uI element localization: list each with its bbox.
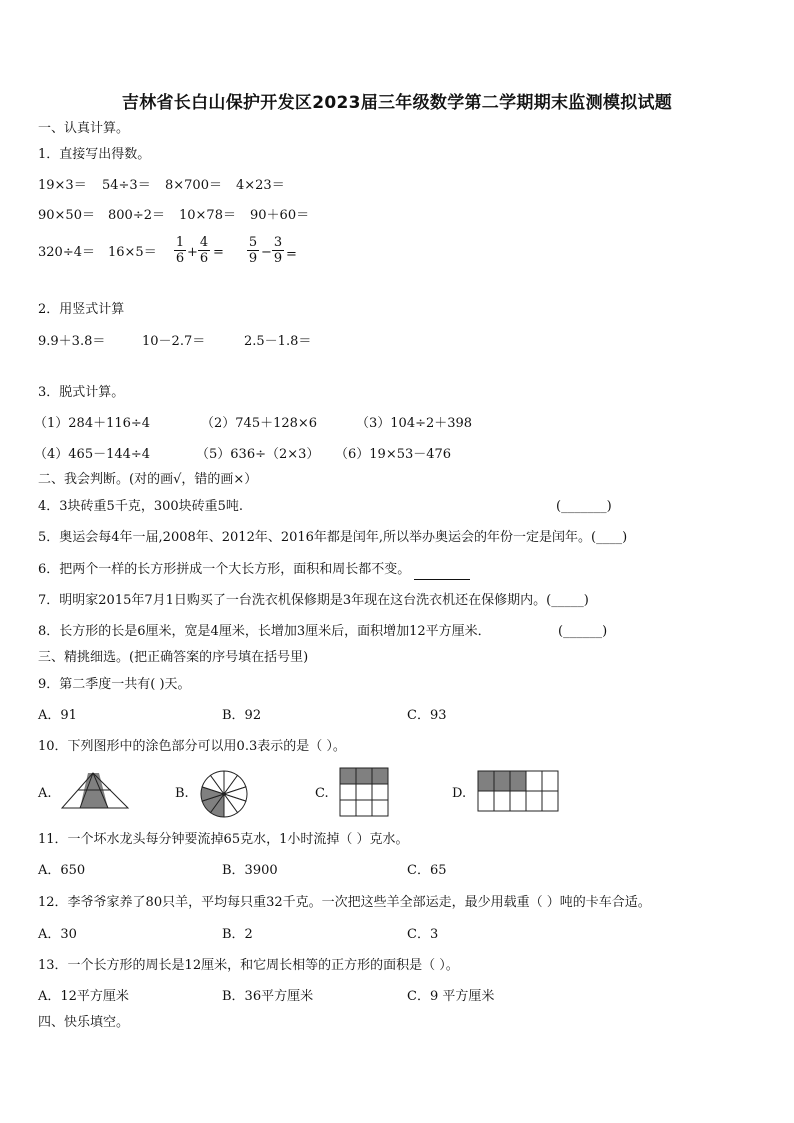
fraction-operator: + — [187, 245, 198, 260]
vertical-calc-item: 2.5－1.8＝ — [244, 334, 312, 349]
calc-item: 19×3＝ — [38, 178, 87, 193]
calc-item: 8×700＝ — [165, 178, 222, 193]
grid-figure-c — [339, 767, 391, 819]
option-b-label: B. — [175, 786, 189, 801]
calc-item: 800÷2＝ — [108, 208, 165, 223]
step-calc-item: （6）19×53－476 — [335, 447, 452, 462]
step-calc-item: （1）284＋116÷4 — [34, 416, 151, 431]
option-c: C．65 — [407, 863, 447, 878]
question-2: 2．用竖式计算 — [38, 302, 125, 317]
calc-item: 320÷4＝ — [38, 245, 95, 260]
calc-item: 90×50＝ — [38, 208, 95, 223]
calc-item: 54÷3＝ — [102, 178, 151, 193]
option-b: B．92 — [222, 708, 262, 723]
step-calc-item: （4）465－144÷4 — [34, 447, 151, 462]
calc-item: 16×5＝ — [108, 245, 157, 260]
question-7: 7．明明家2015年7月1日购买了一台洗衣机保修期是3年现在这台洗衣机还在保修期内。(_____) — [38, 593, 589, 608]
grid-figure-d — [477, 770, 561, 814]
option-c: C．93 — [407, 708, 447, 723]
fraction: 5 9 — [248, 235, 258, 266]
question-8: 8．长方形的长是6厘米，宽是4厘米，长增加3厘米后，面积增加12平方厘米． — [38, 624, 491, 639]
step-calc-item: （3）104÷2＋398 — [356, 416, 473, 431]
question-6-text: 6．把两个一样的长方形拼成一个大长方形，面积和周长都不变。 — [38, 562, 411, 577]
answer-blank[interactable]: (______) — [558, 624, 608, 639]
question-5: 5．奥运会每4年一届,2008年、2012年、2016年都是闰年,所以举办奥运会的年份一定是闰年。(____) — [38, 530, 628, 545]
option-a: A．650 — [38, 863, 86, 878]
option-d-label: D. — [452, 786, 467, 801]
calc-item: 4×23＝ — [236, 178, 285, 193]
question-12: 12．李爷爷家养了80只羊，平均每只重32千克。一次把这些羊全部运走，最少用载重（ ）吨的卡车合适。 — [38, 895, 651, 910]
option-a: A．91 — [38, 708, 77, 723]
option-c-label: C. — [315, 786, 329, 801]
option-b: B．36平方厘米 — [222, 989, 314, 1004]
option-a: A．30 — [38, 927, 77, 942]
answer-blank[interactable]: (_______) — [556, 499, 612, 514]
section-2-heading: 二、我会判断。(对的画√，错的画×） — [38, 472, 258, 487]
option-c: C．3 — [407, 927, 439, 942]
question-9: 9．第二季度一共有( )天。 — [38, 677, 191, 692]
calc-item: 90＋60＝ — [250, 208, 310, 223]
fraction-equals: = — [286, 247, 297, 262]
section-4-heading: 四、快乐填空。 — [38, 1015, 130, 1030]
circle-figure — [199, 769, 249, 819]
question-6 — [38, 561, 470, 580]
section-3-heading: 三、精挑细选。(把正确答案的序号填在括号里) — [38, 650, 309, 665]
question-10: 10．下列图形中的涂色部分可以用0.3表示的是（ ）。 — [38, 739, 346, 754]
option-b: B．3900 — [222, 863, 278, 878]
option-a-label: A. — [38, 786, 52, 801]
option-a: A．12平方厘米 — [38, 989, 129, 1004]
option-c: C．9 平方厘米 — [407, 989, 495, 1004]
vertical-calc-item: 9.9＋3.8＝ — [38, 334, 106, 349]
step-calc-item: （5）636÷（2×3） — [196, 447, 320, 462]
step-calc-item: （2）745＋128×6 — [201, 416, 318, 431]
question-11: 11．一个坏水龙头每分钟要流掉65克水，1小时流掉（ ）克水。 — [38, 832, 409, 847]
question-3: 3．脱式计算。 — [38, 385, 125, 400]
question-1: 1．直接写出得数。 — [38, 147, 151, 162]
fraction: 3 9 — [273, 235, 283, 266]
page-title: 吉林省长白山保护开发区2023届三年级数学第二学期期末监测模拟试题 — [121, 93, 673, 113]
section-1-heading: 一、认真计算。 — [38, 121, 130, 136]
fraction: 1 6 — [175, 235, 185, 266]
answer-blank[interactable] — [414, 561, 470, 580]
calc-item: 10×78＝ — [179, 208, 236, 223]
fraction-equals: = — [213, 245, 224, 260]
question-13: 13．一个长方形的周长是12厘米，和它周长相等的正方形的面积是（ ）。 — [38, 958, 459, 973]
fraction-operator: − — [261, 245, 272, 260]
question-4: 4．3块砖重5千克，300块砖重5吨. — [38, 499, 244, 514]
vertical-calc-item: 10－2.7＝ — [142, 334, 206, 349]
option-b: B．2 — [222, 927, 253, 942]
fraction: 4 6 — [199, 235, 209, 266]
triangle-figure — [60, 772, 130, 810]
